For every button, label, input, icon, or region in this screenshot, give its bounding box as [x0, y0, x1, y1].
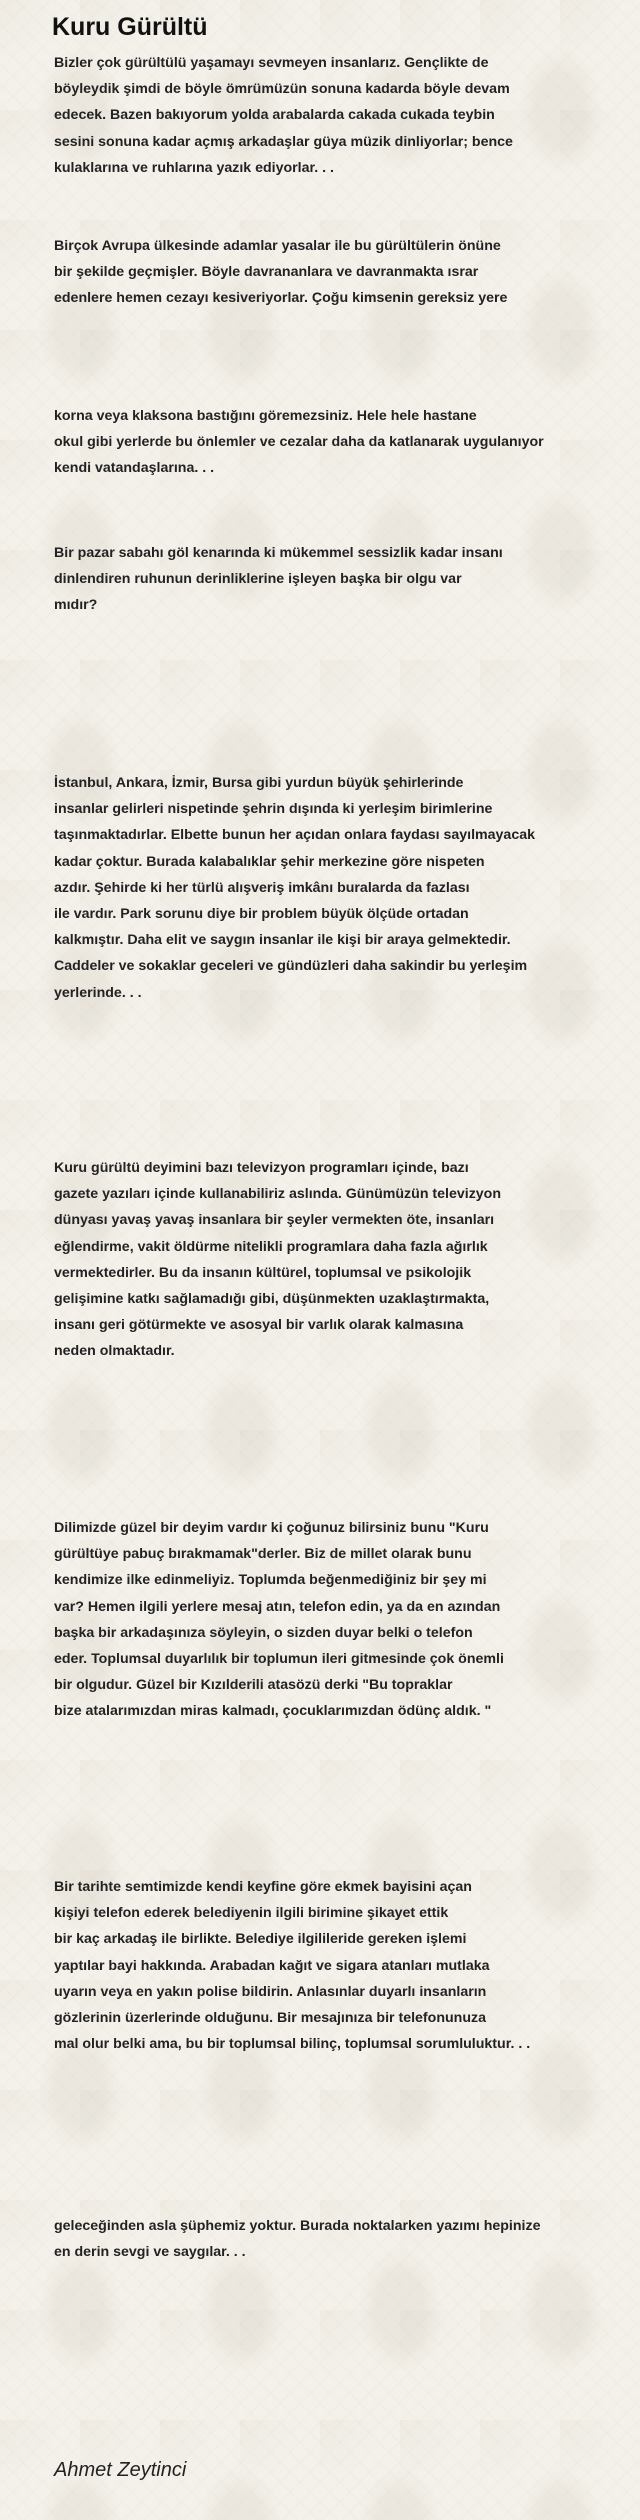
poem-paragraph-7: Dilimizde güzel bir deyim vardır ki çoğunuz bilirsiniz bunu "Kuru gürültüye pabuç bırakmamak"derler. Biz de millet olarak bunu kendimize ilke edinmeliyiz. Toplumda beğenmediğiniz bir şey mi var? Hemen ilgili yerlere mesaj atın, telefon edin, ya da en azından başka bir arkadaşınıza söyleyin, o sizden duyar belki o telefon eder. Toplumsal duyarlılık bir toplumun ileri gitmesinde çok önemli bir olgudur. Güzel bir Kızılderili atasözü derki "Bu topraklar bize atalarımızdan miras kalmadı, çocuklarımızdan ödünç aldık. " — [54, 1520, 504, 1720]
poem-paragraph-4: Bir pazar sabahı göl kenarında ki mükemmel sessizlik kadar insanı dinlendiren ruhunun derinliklerine işleyen başka bir olgu var mıdır? — [54, 545, 503, 614]
poem-paragraph-3: korna veya klaksona bastığını göremezsiniz. Hele hele hastane okul gibi yerlerde bu önlemler ve cezalar daha da katlanarak uygulanıyor kendi vatandaşlarına. . . — [54, 408, 544, 477]
poem-paragraph-5: İstanbul, Ankara, İzmir, Bursa gibi yurdun büyük şehirlerinde insanlar gelirleri nispetinde şehrin dışında ki yerleşim birimlerine taşınmaktadırlar. Elbette bunun her açıdan onlara faydası sayılmayacak kadar çoktur. Burada kalabalıklar şehir merkezine göre nispeten azdır. Şehirde ki her türlü alışveriş imkânı buralarda da fazlası ile vardır. Park sorunu diye bir problem büyük ölçüde ortadan kalkmıştır. Daha elit ve saygın insanlar ile kişi bir araya gelmektedir. Caddeler ve sokaklar geceleri ve gündüzleri daha sakindir bu yerleşim yerlerinde. . . — [54, 775, 535, 1001]
poem-paragraph-6: Kuru gürültü deyimini bazı televizyon programları içinde, bazı gazete yazıları içinde kullanabiliriz aslında. Günümüzün televizyon dünyası yavaş yavaş insanlara bir şeyler vermekten öte, insanları eğlendirme, vakit öldürme nitelikli programlara daha fazla ağırlık vermektedirler. Bu da insanın kültürel, toplumsal ve psikolojik gelişimine katkı sağlamadığı gibi, düşünmekten uzaklaştırmakta, insanı geri götürmekte ve asosyal bir varlık olarak kalmasına neden olmaktadır. — [54, 1160, 502, 1360]
poem-paragraph-9: geleceğinden asla şüphemiz yoktur. Burada noktalarken yazımı hepinize en derin sevgi ve saygılar. . . — [54, 2218, 541, 2261]
poem-paragraph-1: Bizler çok gürültülü yaşamayı sevmeyen insanlarız. Gençlikte de böyleydik şimdi de böyle ömrümüzün sonuna kadarda böyle devam edecek. Bazen bakıyorum yolda arabalarda cakada cukada teybin sesini sonuna kadar açmış arkadaşlar güya müzik dinliyorlar; bence kulaklarına ve ruhlarına yazık ediyorlar. . . — [54, 55, 513, 176]
poem-title: Kuru Gürültü — [52, 13, 208, 41]
poem-paragraph-8: Bir tarihte semtimizde kendi keyfine göre ekmek bayisini açan kişiyi telefon ederek belediyenin ilgili birimine şikayet ettik bir kaç arkadaş ile birlikte. Belediye ilgilileride gereken işlemi yaptılar bayi hakkında. Arabadan kağıt ve sigara atanları mutlaka uyarın veya en yakın polise bildirin. Anlasınlar duyarlı insanların gözlerinin üzerlerinde olduğunu. Bir mesajınıza bir telefonunuza mal olur belki ama, bu bir toplumsal bilinç, toplumsal sorumluluktur. . . — [54, 1879, 531, 2053]
author-name: Ahmet Zeytinci — [54, 2459, 187, 2481]
poem-paragraph-2: Birçok Avrupa ülkesinde adamlar yasalar ile bu gürültülerin önüne bir şekilde geçmişler. Böyle davrananlara ve davranmakta ısrar edenlere hemen cezayı kesiveriyorlar. Çoğu kimsenin gereksiz yere — [54, 238, 508, 307]
